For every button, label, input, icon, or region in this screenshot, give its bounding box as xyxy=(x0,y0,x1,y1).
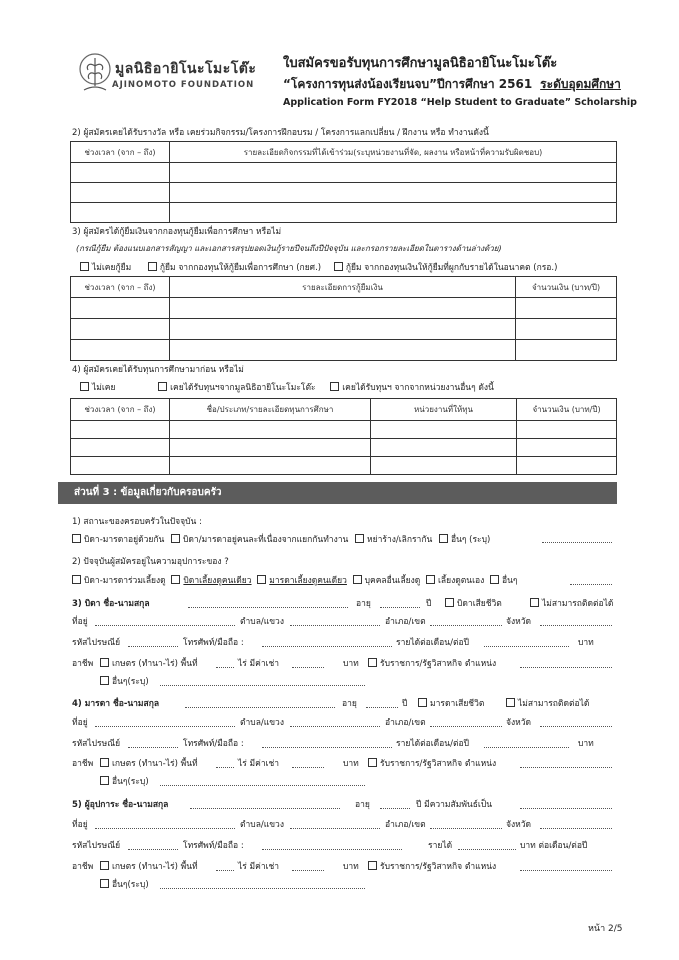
guardian-question: 2) ปัจจุบันผู้สมัครอยู่ในความอุปการะของ ? xyxy=(72,557,229,567)
income-label: รายได้ต่อเดือน/ต่อปี xyxy=(396,638,469,648)
guardian-occupation-row xyxy=(72,859,198,873)
option-label: เคยได้รับทุนฯจากมูลนิธิอายิโนะโมะโต๊ะ xyxy=(170,383,316,393)
guardian-province-field[interactable] xyxy=(540,828,612,829)
option-label: บิดาเสียชีวิต xyxy=(457,599,502,609)
occupation-label: อาชีพ xyxy=(72,759,94,769)
mother-name-label xyxy=(72,696,159,710)
guardian-other-field[interactable] xyxy=(160,888,365,889)
father-unreachable-option xyxy=(530,596,613,610)
loan-header-details: รายละเอียดการกู้ยืมเงิน xyxy=(170,277,516,298)
province-label: จังหวัด xyxy=(506,617,532,627)
occupation-label: อาชีพ xyxy=(72,862,94,872)
table-cell[interactable] xyxy=(71,183,170,203)
section3-question: 3) ผู้สมัครได้กู้ยืมเงินจากกองทุนกู้ยืมเพื่อการศึกษา หรือไม่ xyxy=(72,227,282,237)
guardian-name-field[interactable] xyxy=(190,808,340,809)
logo-thai-text: มูลนิธิอายิโนะโมะโต๊ะ xyxy=(115,61,257,77)
logo-english-text: AJINOMOTO FOUNDATION xyxy=(112,80,255,90)
father-rent-field[interactable] xyxy=(292,667,324,668)
father-age-field[interactable] xyxy=(380,607,420,608)
section4-options xyxy=(80,380,494,394)
table-cell[interactable] xyxy=(170,340,516,361)
mother-occupation-row xyxy=(72,756,198,770)
loan-table xyxy=(70,276,617,361)
phone-label: โทรศัพท์/มือถือ : xyxy=(183,638,244,648)
table-cell[interactable] xyxy=(71,319,170,340)
mother-phone-field[interactable] xyxy=(262,747,392,748)
age-label: อายุ xyxy=(355,800,370,810)
loan-header-amount: จำนวนเงิน (บาท/ปี) xyxy=(516,277,617,298)
scholarship-header-provider: หน่วยงานที่ให้ทุน xyxy=(371,399,517,421)
baht-label: บาท xyxy=(343,759,359,769)
father-phone-field[interactable] xyxy=(262,646,392,647)
other-label: อื่นๆ(ระบุ) xyxy=(112,677,149,687)
baht-label: บาท xyxy=(343,862,359,872)
occupation-label: อาชีพ xyxy=(72,659,94,669)
option-label: บิดา-มารดาอยู่ด้วยกัน xyxy=(84,535,165,545)
farmer-label: เกษตร (ทำนา-ไร่) พื้นที่ xyxy=(111,862,198,872)
subdistrict-label: ตำบล/แขวง xyxy=(240,820,284,830)
label: 4) มารดา ชื่อ-นามสกุล xyxy=(72,699,160,709)
phone-label: โทรศัพท์/มือถือ : xyxy=(183,739,244,749)
mother-rent-field[interactable] xyxy=(292,767,324,768)
table-cell[interactable] xyxy=(516,319,617,340)
checkbox-father-farmer[interactable] xyxy=(100,658,109,667)
section3-note: (กรณีกู้ยืม ต้องแนบเอกสารสัญญา และเอกสารสรุปยอดเงินกู้รายปีจนถึงปีปัจจุบัน และกรอกรายละเอียดในตารางด้านล่างด้วย) xyxy=(76,244,502,253)
table-cell[interactable] xyxy=(517,421,617,439)
option-label: บุคคลอื่นเลี้ยงดู xyxy=(364,576,421,586)
checkbox-self[interactable] xyxy=(426,575,435,584)
table-cell[interactable] xyxy=(170,183,617,203)
loan-header-period: ช่วงเวลา (จาก – ถึง) xyxy=(71,277,170,298)
guardian-postcode-field[interactable] xyxy=(128,849,178,850)
checkbox-never[interactable] xyxy=(80,382,89,391)
option-label: บิดา/มารดาอยู่คนละที่เนื่องจากแยกกันทำงาน xyxy=(183,535,349,545)
guardian-position-field[interactable] xyxy=(520,870,612,871)
family-status-question: 1) สถานะของครอบครัวในปัจจุบัน : xyxy=(72,517,202,527)
address-label: ที่อยู่ xyxy=(72,718,88,728)
checkbox-guardian-farmer[interactable] xyxy=(100,861,109,870)
relationship-label: ปี มีความสัมพันธ์เป็น xyxy=(416,800,493,810)
table-cell[interactable] xyxy=(517,457,617,475)
mother-other-option xyxy=(100,774,149,788)
father-address-field[interactable] xyxy=(95,625,235,626)
label: 5) ผู้อุปการะ ชื่อ-นามสกุล xyxy=(72,800,169,810)
table-cell[interactable] xyxy=(170,203,617,223)
mother-name-field[interactable] xyxy=(185,707,335,708)
government-label: รับราชการ/รัฐวิสาหกิจ ตำแหน่ง xyxy=(380,862,497,872)
foundation-logo-icon xyxy=(78,52,112,96)
table-cell[interactable] xyxy=(170,439,371,457)
year-label: ปี xyxy=(426,599,432,609)
farmer-label: เกษตร (ทำนา-ไร่) พื้นที่ xyxy=(111,659,198,669)
checkbox-guardian-government[interactable] xyxy=(368,861,377,870)
mother-postcode-field[interactable] xyxy=(128,747,178,748)
province-label: จังหวัด xyxy=(506,718,532,728)
age-label: อายุ xyxy=(356,599,371,609)
rai-label: ไร่ มีค่าเช่า xyxy=(238,759,280,769)
table-cell[interactable] xyxy=(71,439,170,457)
option-label: เลี้ยงดูตนเอง xyxy=(438,576,485,586)
mother-gov-option xyxy=(368,756,496,770)
table-cell[interactable] xyxy=(170,457,371,475)
guardian-other-option xyxy=(100,877,149,891)
other-label: อื่นๆ(ระบุ) xyxy=(112,880,149,890)
father-province-field[interactable] xyxy=(540,625,612,626)
father-gov-option xyxy=(368,656,496,670)
guardian-rent-field[interactable] xyxy=(292,870,324,871)
father-farm-area-field[interactable] xyxy=(216,667,234,668)
part3-section-header: ส่วนที่ 3 : ข้อมูลเกี่ยวกับครอบครัว xyxy=(58,482,617,504)
mother-age-field[interactable] xyxy=(366,707,398,708)
option-label: มารดาเสียชีวิต xyxy=(430,699,485,709)
guardian-gov-option xyxy=(368,859,496,873)
checkbox-father-only[interactable] xyxy=(171,575,180,584)
mother-province-field[interactable] xyxy=(540,726,612,727)
table-cell[interactable] xyxy=(71,163,170,183)
checkbox-mother-farmer[interactable] xyxy=(100,758,109,767)
mother-address-field[interactable] xyxy=(95,726,235,727)
activities-header-details: รายละเอียดกิจกรรมที่ได้เข้าร่วม(ระบุหน่วยงานที่จัด, ผลงาน หรือหน้าที่ความรับผิดชอบ) xyxy=(170,142,617,163)
address-label: ที่อยู่ xyxy=(72,820,88,830)
scholarship-table xyxy=(70,398,617,475)
mother-unreachable-option xyxy=(506,696,589,710)
subdistrict-label: ตำบล/แขวง xyxy=(240,617,284,627)
guardian-name-label xyxy=(72,797,168,811)
program-title xyxy=(283,75,621,94)
age-label: อายุ xyxy=(342,699,357,709)
table-cell[interactable] xyxy=(516,340,617,361)
rai-label: ไร่ มีค่าเช่า xyxy=(238,862,280,872)
father-occupation-row xyxy=(72,656,198,670)
checkbox-father-government[interactable] xyxy=(368,658,377,667)
option-label: ไม่เคยกู้ยืม xyxy=(92,263,132,273)
table-cell[interactable] xyxy=(517,439,617,457)
section3-options xyxy=(80,260,557,274)
checkbox-mother-other-occupation[interactable] xyxy=(100,776,109,785)
father-subdistrict-field[interactable] xyxy=(290,625,380,626)
checkbox-together[interactable] xyxy=(72,534,81,543)
checkbox-loan-kyosor[interactable] xyxy=(148,262,157,271)
checkbox-apart-work[interactable] xyxy=(171,534,180,543)
other-label: อื่นๆ(ระบุ) xyxy=(112,777,149,787)
table-cell[interactable] xyxy=(371,439,517,457)
father-postcode-field[interactable] xyxy=(128,646,178,647)
income-label: รายได้ xyxy=(428,841,453,851)
option-label: เคยได้รับทุนฯ จากจากหน่วยงานอื่นๆ ดังนี้ xyxy=(342,383,494,393)
option-label: ไม่สามารถติดต่อได้ xyxy=(518,699,590,709)
checkbox-no-loan[interactable] xyxy=(80,262,89,271)
checkbox-mother-unreachable[interactable] xyxy=(506,698,515,707)
father-deceased-option xyxy=(445,596,502,610)
table-cell[interactable] xyxy=(170,298,516,319)
program-name: “โครงการทุนส่งน้องเรียนจบ”ปีการศึกษา 2561 xyxy=(283,77,533,91)
mother-district-field[interactable] xyxy=(430,726,502,727)
guardian-subdistrict-field[interactable] xyxy=(290,828,380,829)
father-other-option xyxy=(100,674,149,688)
table-cell[interactable] xyxy=(371,457,517,475)
year-label: ปี xyxy=(402,699,408,709)
checkbox-father-other-occupation[interactable] xyxy=(100,676,109,685)
government-label: รับราชการ/รัฐวิสาหกิจ ตำแหน่ง xyxy=(380,659,497,669)
baht-label: บาท xyxy=(578,638,594,648)
option-label: บิดา-มารดาร่วมเลี้ยงดู xyxy=(84,576,166,586)
option-label: หย่าร้าง/เลิกรากัน xyxy=(367,535,433,545)
mother-other-field[interactable] xyxy=(160,785,365,786)
checkbox-other-person[interactable] xyxy=(353,575,362,584)
mother-income-field[interactable] xyxy=(484,747,569,748)
checkbox-mother-government[interactable] xyxy=(368,758,377,767)
father-income-field[interactable] xyxy=(484,646,569,647)
table-cell[interactable] xyxy=(71,421,170,439)
baht-label: บาท xyxy=(578,739,594,749)
province-label: จังหวัด xyxy=(506,820,532,830)
checkbox-father-unreachable[interactable] xyxy=(530,598,539,607)
table-cell[interactable] xyxy=(170,163,617,183)
page-number: หน้า 2/5 xyxy=(588,924,623,934)
farmer-label: เกษตร (ทำนา-ไร่) พื้นที่ xyxy=(111,759,198,769)
guardian-district-field[interactable] xyxy=(430,828,502,829)
phone-label: โทรศัพท์/มือถือ : xyxy=(183,841,244,851)
mother-farm-area-field[interactable] xyxy=(216,767,234,768)
guardian-address-field[interactable] xyxy=(95,828,235,829)
checkbox-other-scholarship[interactable] xyxy=(330,382,339,391)
checkbox-ajinomoto-scholarship[interactable] xyxy=(158,382,167,391)
subdistrict-label: ตำบล/แขวง xyxy=(240,718,284,728)
form-title-english: Application Form FY2018 “Help Student to Graduate” Scholarship xyxy=(283,97,637,108)
table-cell[interactable] xyxy=(170,319,516,340)
table-cell[interactable] xyxy=(71,340,170,361)
scholarship-header-details: ชื่อ/ประเภท/รายละเอียดทุนการศึกษา xyxy=(170,399,371,421)
checkbox-mother-deceased[interactable] xyxy=(418,698,427,707)
table-cell[interactable] xyxy=(170,421,371,439)
mother-subdistrict-field[interactable] xyxy=(290,726,380,727)
checkbox-status-other[interactable] xyxy=(439,534,448,543)
postcode-label: รหัสไปรษณีย์ xyxy=(72,739,121,749)
checkbox-both-parents[interactable] xyxy=(72,575,81,584)
district-label: อำเภอ/เขต xyxy=(385,718,426,728)
guardian-other-line[interactable] xyxy=(570,584,612,585)
address-label: ที่อยู่ xyxy=(72,617,88,627)
section4-question: 4) ผู้สมัครเคยได้รับทุนการศึกษามาก่อน หรือไม่ xyxy=(72,365,244,375)
education-level: ระดับอุดมศึกษา xyxy=(540,77,621,91)
father-name-field[interactable] xyxy=(188,607,348,608)
mother-position-field[interactable] xyxy=(520,767,612,768)
status-other-line[interactable] xyxy=(542,542,612,543)
guardian-phone-field[interactable] xyxy=(262,849,402,850)
option-label: อื่นๆ (ระบุ) xyxy=(450,535,491,545)
label: 3) บิดา ชื่อ-นามสกุล xyxy=(72,599,150,609)
guardian-relationship-field[interactable] xyxy=(520,808,612,809)
activities-table xyxy=(70,141,617,223)
government-label: รับราชการ/รัฐวิสาหกิจ ตำแหน่ง xyxy=(380,759,497,769)
family-status-options xyxy=(72,532,490,546)
checkbox-father-deceased[interactable] xyxy=(445,598,454,607)
activities-header-period: ช่วงเวลา (จาก – ถึง) xyxy=(71,142,170,163)
income-label: รายได้ต่อเดือน/ต่อปี xyxy=(396,739,469,749)
form-title-thai: ใบสมัครขอรับทุนการศึกษามูลนิธิอายิโนะโมะโต๊ะ xyxy=(283,56,558,71)
checkbox-mother-only[interactable] xyxy=(257,575,266,584)
guardian-income-field[interactable] xyxy=(458,849,516,850)
father-name-label xyxy=(72,596,150,610)
option-label: มารดาเลี้ยงดูคนเดียว xyxy=(269,576,347,586)
father-position-field[interactable] xyxy=(520,667,612,668)
postcode-label: รหัสไปรษณีย์ xyxy=(72,638,121,648)
baht-label: บาท xyxy=(343,659,359,669)
option-label: กู้ยืม จากกองทุนเงินให้กู้ยืมที่ผูกกับรายได้ในอนาคต (กรอ.) xyxy=(345,263,558,273)
mother-deceased-option xyxy=(418,696,484,710)
option-label: ไม่สามารถติดต่อได้ xyxy=(542,599,614,609)
rai-label: ไร่ มีค่าเช่า xyxy=(238,659,280,669)
table-cell[interactable] xyxy=(71,457,170,475)
table-cell[interactable] xyxy=(71,298,170,319)
guardian-options xyxy=(72,573,517,587)
postcode-label: รหัสไปรษณีย์ xyxy=(72,841,121,851)
guardian-farm-area-field[interactable] xyxy=(216,870,234,871)
option-label: ไม่เคย xyxy=(92,383,116,393)
checkbox-divorced[interactable] xyxy=(355,534,364,543)
district-label: อำเภอ/เขต xyxy=(385,617,426,627)
table-cell[interactable] xyxy=(71,203,170,223)
scholarship-header-period: ช่วงเวลา (จาก – ถึง) xyxy=(71,399,170,421)
option-label: กู้ยืม จากกองทุนให้กู้ยืมเพื่อการศึกษา (กยศ.) xyxy=(159,263,322,273)
scholarship-header-amount: จำนวนเงิน (บาท/ปี) xyxy=(517,399,617,421)
father-other-field[interactable] xyxy=(160,685,365,686)
baht-label: บาท ต่อเดือน/ต่อปี xyxy=(520,841,588,851)
district-label: อำเภอ/เขต xyxy=(385,820,426,830)
table-cell[interactable] xyxy=(516,298,617,319)
checkbox-guardian-other-occupation[interactable] xyxy=(100,879,109,888)
section2-question: 2) ผู้สมัครเคยได้รับรางวัล หรือ เคยร่วมกิจกรรม/โครงการฝึกอบรม / โครงการแลกเปลี่ยน / ฝึกงาน หรือ ทำงานดังนี้ xyxy=(72,128,489,138)
table-cell[interactable] xyxy=(371,421,517,439)
guardian-age-field[interactable] xyxy=(380,808,410,809)
option-label: อื่นๆ xyxy=(501,576,518,586)
checkbox-loan-kro[interactable] xyxy=(334,262,343,271)
option-label: บิดาเลี้ยงดูคนเดียว xyxy=(183,576,252,586)
father-district-field[interactable] xyxy=(430,625,502,626)
checkbox-guardian-other[interactable] xyxy=(490,575,499,584)
